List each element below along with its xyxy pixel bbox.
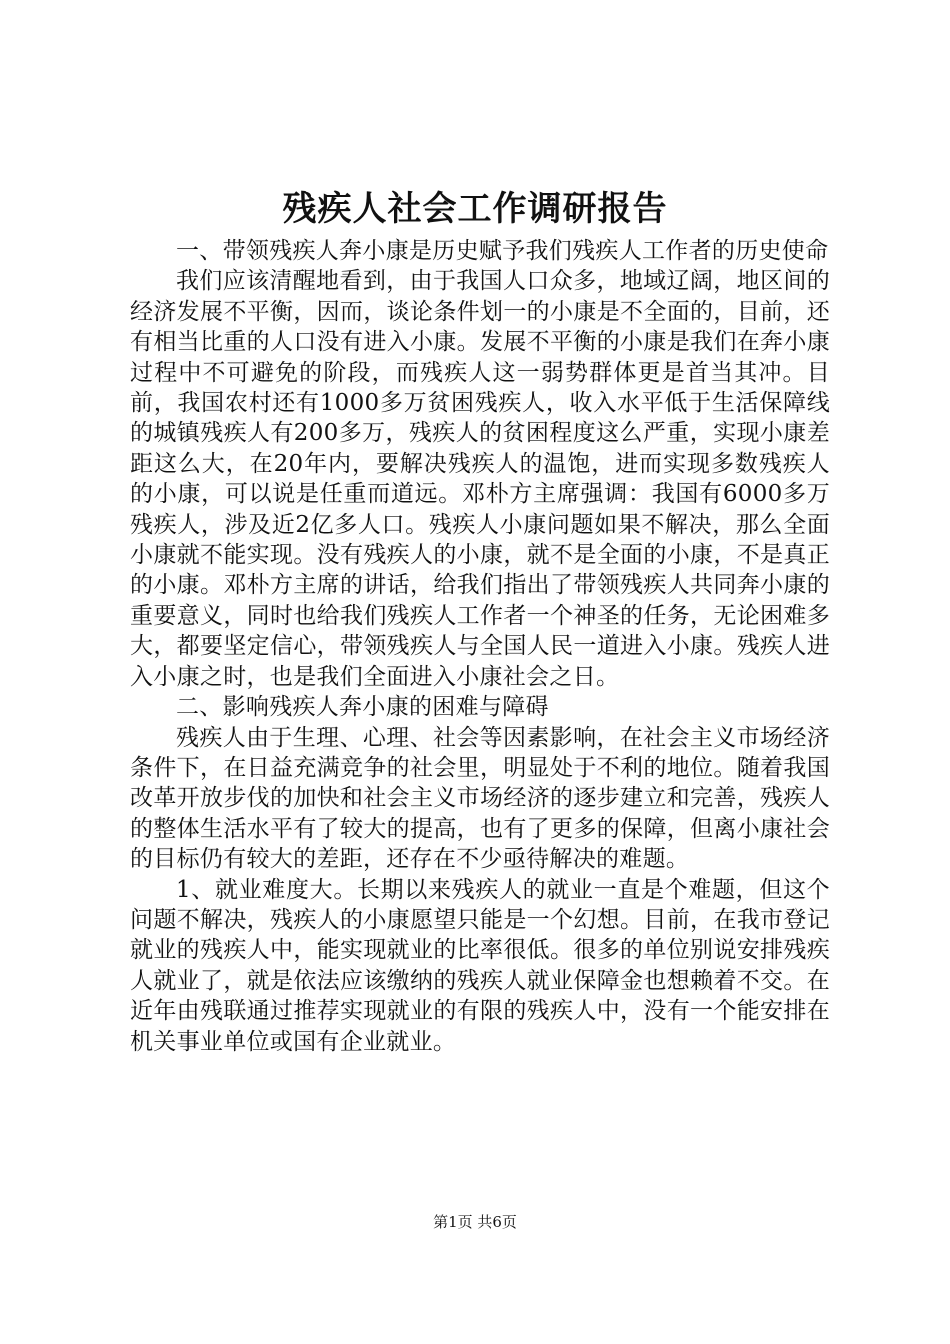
body-paragraph: 我们应该清醒地看到，由于我国人口众多，地域辽阔，地区间的经济发展不平衡，因而，谈论条件划一的小康是不全面的，目前，还有相当比重的人口没有进入小康。发展不平衡的小康是我们在奔小康过程中不可避免的阶段，而残疾人这一弱势群体更是首当其冲。目前，我国农村还有1000多万贫困残疾人，收入水平低于生活保障线的城镇残疾人有200多万，残疾人的贫困程度这么严重，实现小康差距这么大，在20年内，要解决残疾人的温饱，进而实现多数残疾人的小康，可以说是任重而道远。邓朴方主席强调：我国有6000多万残疾人，涉及近2亿多人口。残疾人小康问题如果不解决，那么全面小康就不能实现。没有残疾人的小康，就不是全面的小康，不是真正的小康。邓朴方主席的讲话，给我们指出了带领残疾人共同奔小康的重要意义，同时也给我们残疾人工作者一个神圣的任务，无论困难多大，都要坚定信心，带领残疾人与全国人民一道进入小康。残疾人进入小康之时，也是我们全面进入小康社会之日。 — [130, 268, 830, 690]
page-footer: 第1页 共6页 — [433, 1213, 517, 1231]
document-body — [130, 236, 830, 1057]
body-paragraph: 残疾人由于生理、心理、社会等因素影响，在社会主义市场经济条件下，在日益充满竞争的社会里，明显处于不利的地位。随着我国改革开放步伐的加快和社会主义市场经济的逐步建立和完善，残疾人的整体生活水平有了较大的提高，也有了更多的保障，但离小康社会的目标仍有较大的差距，还存在不少亟待解决的难题。 — [130, 724, 830, 873]
document-title: 残疾人社会工作调研报告 — [282, 189, 668, 229]
section-heading-1: 一、带领残疾人奔小康是历史赋予我们残疾人工作者的历史使命 — [176, 238, 829, 264]
section-heading-2: 二、影响残疾人奔小康的困难与障碍 — [176, 694, 549, 721]
body-paragraph: 1、就业难度大。长期以来残疾人的就业一直是个难题，但这个问题不解决，残疾人的小康愿望只能是一个幻想。目前，在我市登记就业的残疾人中，能实现就业的比率很低。很多的单位别说安排残疾人就业了，就是依法应该缴纳的残疾人就业保障金也想赖着不交。在近年由残联通过推荐实现就业的有限的残疾人中，没有一个能安排在机关事业单位或国有企业就业。 — [130, 876, 830, 1055]
